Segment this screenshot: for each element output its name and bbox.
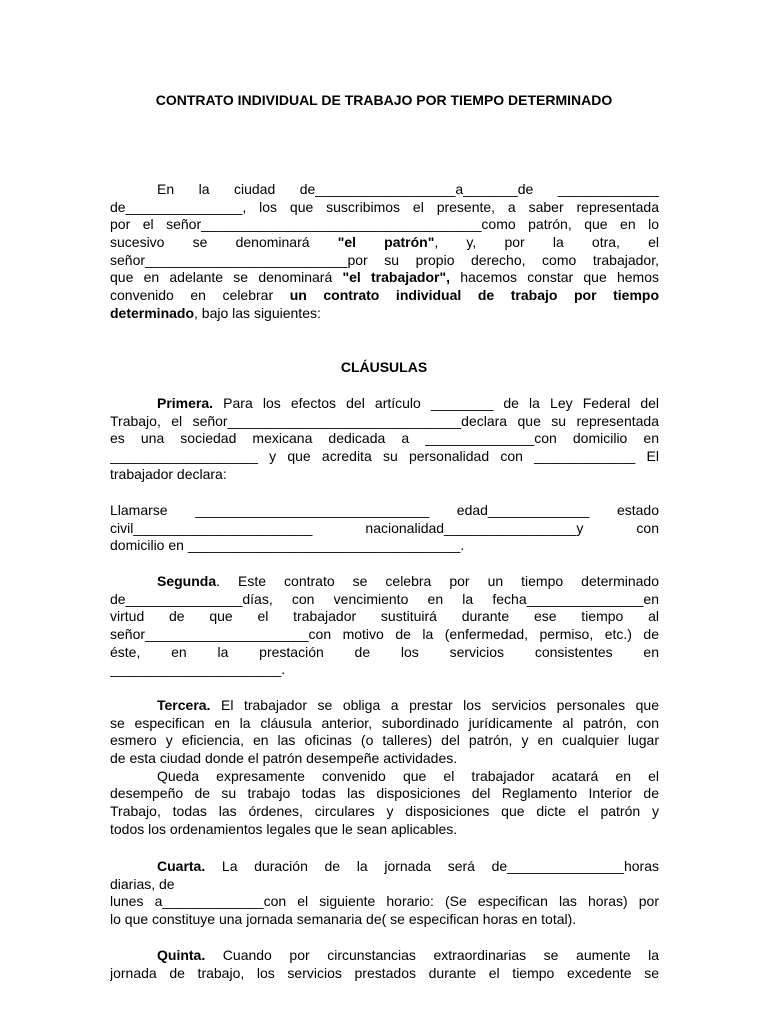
clause-tercera [110, 697, 659, 839]
clause-quinta [110, 947, 659, 982]
clause-cuarta [110, 858, 659, 929]
text-line: lo que constituye una jornada semanaria de( se especifican horas en total). [110, 911, 577, 928]
text-line: Cuarta. La duración de la jornada será de_______________horas [157, 858, 659, 874]
text-line: desempeño de su trabajo todas las disposiciones del Reglamento Interior de [110, 785, 659, 802]
text-line: jornada de trabajo, los servicios prestados durante el tiempo excedente se [110, 964, 659, 981]
text-line: Queda expresamente convenido que el trabajador acatará en el [157, 767, 659, 784]
clause-label: Tercera. [157, 697, 211, 713]
text-line: trabajador declara: [110, 465, 227, 482]
clause-segunda [110, 573, 659, 679]
bold-term: determinado [110, 304, 195, 321]
text-line: de esta ciudad donde el patrón desempeñe actividades. [110, 750, 458, 767]
text-line: Quinta. Cuando por circunstancias extraordinarias se aumente la [157, 947, 659, 963]
text-line: ______________________. [110, 661, 286, 678]
text-line: diarias, de [110, 875, 175, 892]
bold-term: "el trabajador", [342, 269, 451, 286]
text-line: convenido en celebrar un contrato individual de trabajo por tiempo [110, 287, 659, 304]
text-line: es una sociedad mexicana dedicada a ______________con domicilio en [110, 430, 659, 447]
text-line: que en adelante se denominará "el trabajador", hacemos constar que hemos [110, 269, 659, 286]
text-line: civil_______________________ nacionalidad_________________y con [110, 519, 659, 536]
text-line: señor__________________________por su propio derecho, como trabajador, [110, 251, 659, 268]
clause-label: Quinta. [157, 947, 206, 963]
text-line: señor_____________________con motivo de la (enfermedad, permiso, etc.) de [110, 626, 659, 643]
text-line: sucesivo se denominará "el patrón", y, por la otra, el [110, 234, 659, 251]
bold-term: "el patrón" [337, 234, 435, 251]
text-line: ___________________ y que acredita su personalidad con _____________ El [110, 448, 659, 465]
text-line: determinado, bajo las siguientes: [110, 304, 321, 321]
text-line: domicilio en ___________________________________. [110, 537, 465, 554]
clause-label: Cuarta. [157, 858, 206, 874]
worker-data [110, 502, 659, 555]
text-line: de_______________, los que suscribimos el presente, a saber representada [110, 198, 659, 215]
intro-paragraph [110, 181, 659, 323]
text-line: por el señor____________________________________como patrón, que en lo [110, 216, 659, 233]
clause-label: Primera. [157, 395, 214, 411]
text-line: de_______________días, con vencimiento en la fecha_______________en [110, 590, 659, 607]
clause-primera [110, 395, 659, 483]
bold-term: un contrato individual de trabajo por tiempo [289, 287, 659, 304]
text-line: se especifican en la cláusula anterior, subordinado jurídicamente al patrón, con [110, 714, 659, 731]
text-line: esmero y eficiencia, en las oficinas (o talleres) del patrón, y en cualquier lugar [110, 732, 659, 749]
text-line: Llamarse ______________________________ edad_____________ estado [110, 502, 659, 518]
text-line: Trabajo, el señor______________________________declara que su representada [110, 412, 659, 429]
text-line: Tercera. El trabajador se obliga a prestar los servicios personales que [157, 697, 659, 713]
text-line: virtud de que el trabajador sustituirá durante ese tiempo al [110, 608, 659, 625]
text-line: todos los ordenamientos legales que le sean aplicables. [110, 820, 458, 837]
text-line: lunes a_____________con el siguiente horario: (Se especifican las horas) por [110, 893, 659, 910]
document-title: CONTRATO INDIVIDUAL DE TRABAJO POR TIEMPO DETERMINADO [155, 92, 613, 108]
text-line: En la ciudad de__________________a_______de _____________ [157, 181, 659, 197]
clausulas-heading: CLÁUSULAS [340, 359, 428, 375]
text-line: Primera. Para los efectos del artículo ________ de la Ley Federal del [157, 395, 659, 411]
text-line: Segunda. Este contrato se celebra por un tiempo determinado [157, 573, 659, 589]
text-line: éste, en la prestación de los servicios consistentes en [110, 643, 659, 660]
clause-label: Segunda [157, 573, 217, 589]
text-line: Trabajo, todas las órdenes, circulares y disposiciones que dicte el patrón y [110, 803, 659, 820]
